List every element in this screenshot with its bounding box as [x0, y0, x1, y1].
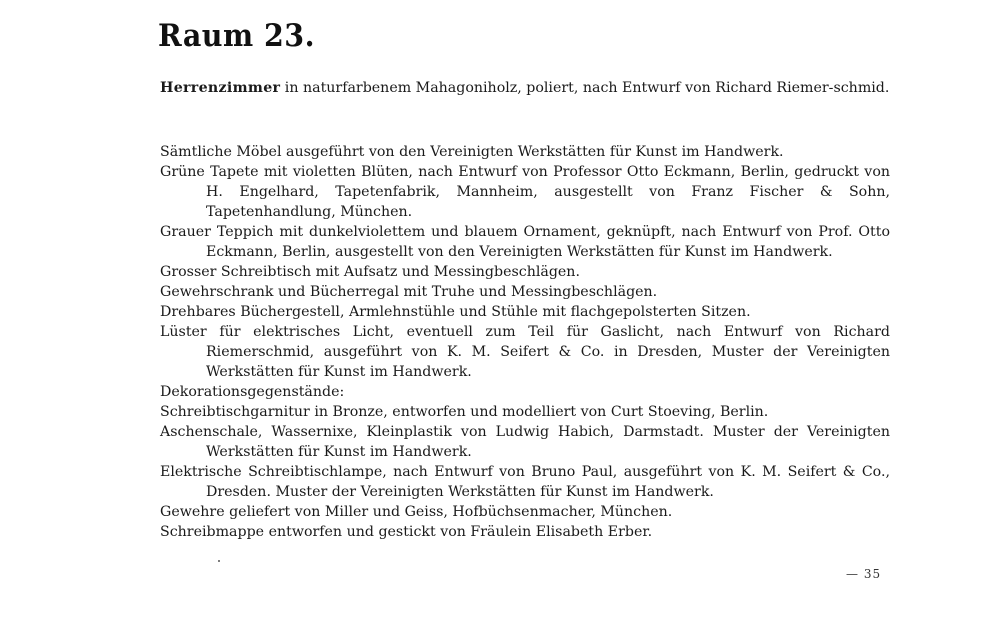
list-item: Elektrische Schreibtischlampe, nach Entwurf von Bruno Paul, ausgeführt von K. M. Seifert & Co., Dresden. Muster der Vereinigten Werkstätten für Kunst im Handwerk. — [160, 464, 890, 500]
intro-paragraph — [160, 78, 916, 98]
page-number: — 35 — [846, 567, 882, 581]
list-item: Grauer Teppich mit dunkelviolettem und blauem Ornament, geknüpft, nach Entwurf von Prof. Otto Eckmann, Berlin, ausgestellt von den Vereinigten Werkstätten für Kunst im Handwerk. — [160, 224, 890, 260]
list-item: Gewehre geliefert von Miller und Geiss, Hofbüchsenmacher, München. — [160, 504, 673, 520]
list-item: Dekorationsgegenstände: — [160, 384, 345, 400]
page-title: Raum 23. — [158, 18, 315, 54]
ink-speck — [218, 560, 220, 562]
list-item: Aschenschale, Wassernixe, Kleinplastik von Ludwig Habich, Darmstadt. Muster der Vereinigten Werkstätten für Kunst im Handwerk. — [160, 424, 890, 460]
list-item: Sämtliche Möbel ausgeführt von den Vereinigten Werkstätten für Kunst im Handwerk. — [160, 144, 784, 160]
list-item: Lüster für elektrisches Licht, eventuell zum Teil für Gaslicht, nach Entwurf von Richard Riemerschmid, ausgeführt von K. M. Seifert & Co. in Dresden, Muster der Vereinigten Werkstätten für Kunst im Handwerk. — [160, 324, 890, 380]
intro-lead: Herrenzimmer — [160, 80, 281, 96]
list-item: Schreibtischgarnitur in Bronze, entworfen und modelliert von Curt Stoeving, Berlin. — [160, 404, 769, 420]
list-item: Gewehrschrank und Bücherregal mit Truhe und Messingbeschlägen. — [160, 284, 658, 300]
list-item: Grüne Tapete mit violetten Blüten, nach Entwurf von Professor Otto Eckmann, Berlin, gedruckt von H. Engelhard, Tapetenfabrik, Mannheim, ausgestellt von Franz Fischer & Sohn, Tapetenhandlung, München. — [160, 164, 890, 220]
list-item: Grosser Schreibtisch mit Aufsatz und Messingbeschlägen. — [160, 264, 580, 280]
list-item: Schreibmappe entworfen und gestickt von Fräulein Elisabeth Erber. — [160, 524, 653, 540]
item-list — [160, 142, 890, 542]
list-item: Drehbares Büchergestell, Armlehnstühle und Stühle mit flachgepolsterten Sitzen. — [160, 304, 751, 320]
intro-text: in naturfarbenem Mahagoniholz, poliert, nach Entwurf von Richard Riemer-schmid. — [280, 80, 890, 96]
